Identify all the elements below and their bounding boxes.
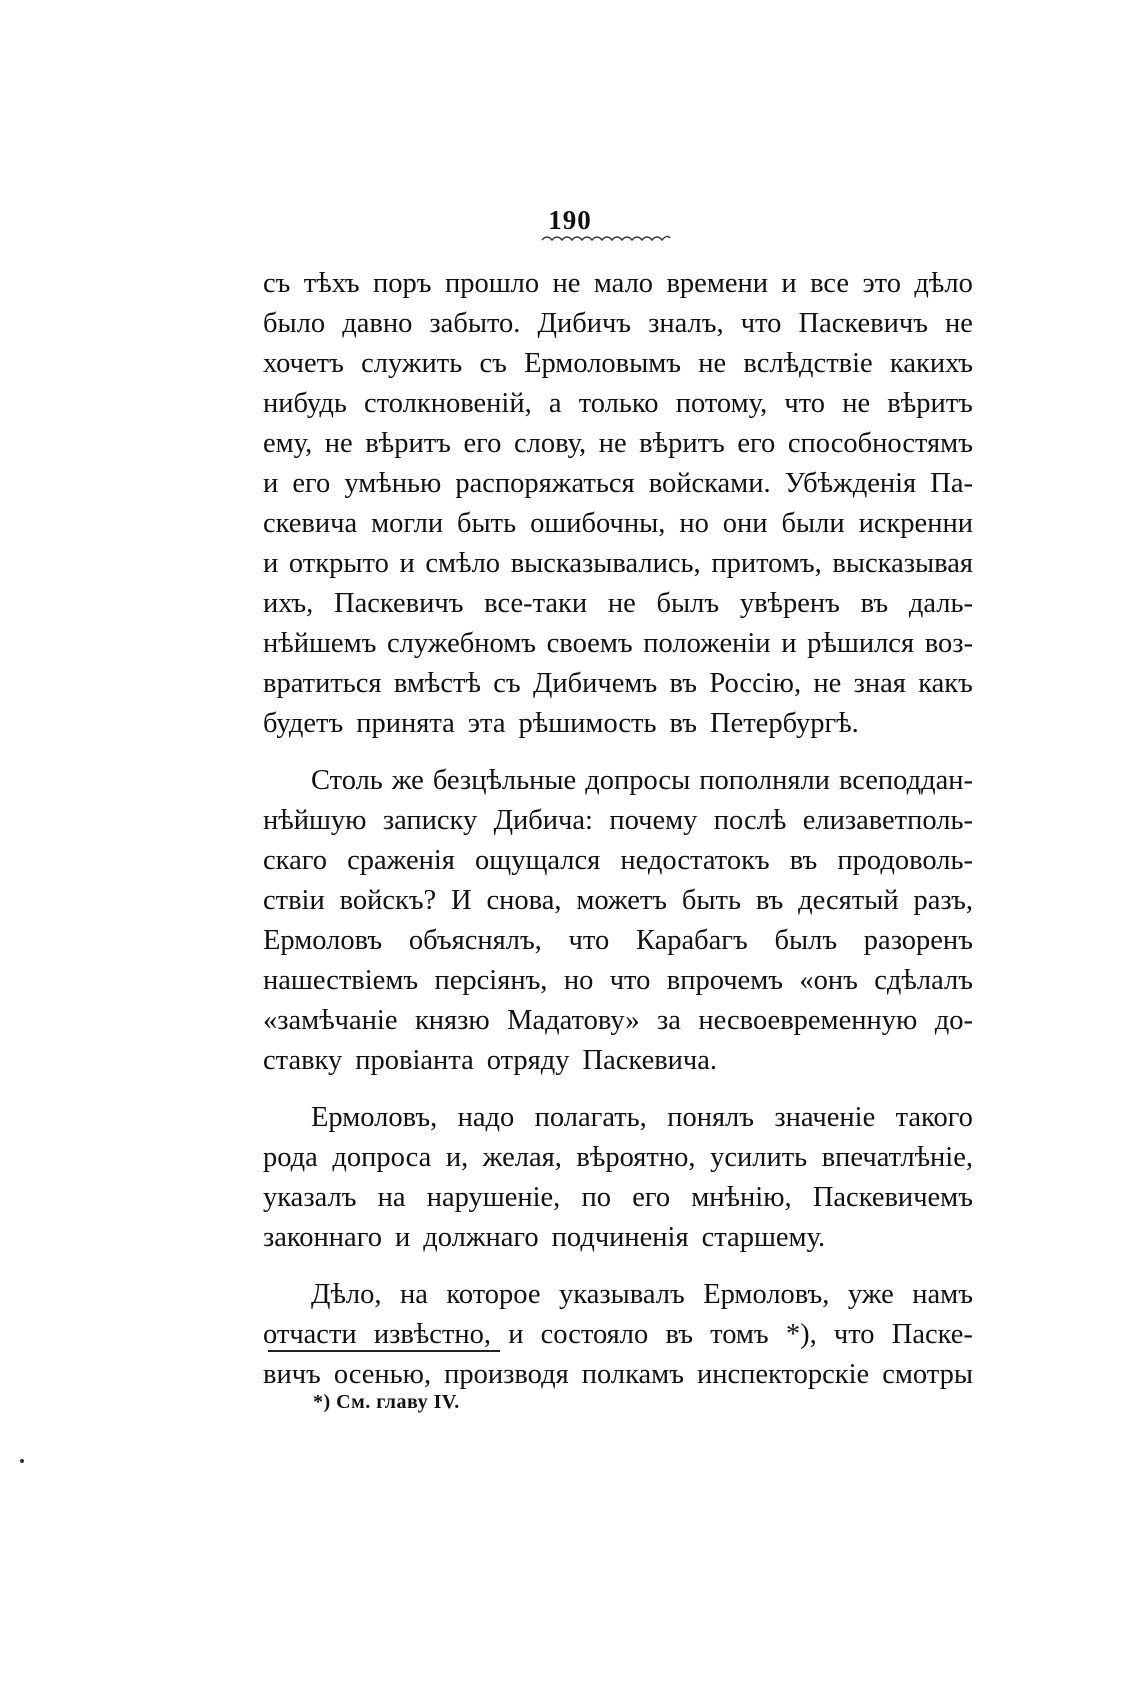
word: вѣритъ [887,388,973,419]
word: такого [895,1102,973,1133]
word: и [508,1319,524,1350]
word: на [400,1279,428,1310]
word: Па- [930,468,973,499]
word: вичъ [263,1359,321,1390]
word: указалъ [263,1182,357,1213]
word: Дибичъ [537,308,632,339]
word: старшему. [701,1222,826,1253]
word: ощущался [475,845,601,876]
word: смѣло [425,548,501,579]
word: все [810,268,850,299]
word: прошло [444,268,540,299]
word: и [394,1222,411,1253]
word: что [609,965,651,996]
word: воз- [924,628,973,659]
word: вѣроятно, [576,1142,696,1173]
word: допросы [585,765,691,796]
word: десятый [798,885,899,916]
text-line [263,1178,973,1218]
word: уже [847,1279,894,1310]
word: открыто [288,548,389,579]
word: въ [669,708,697,739]
word: быть [681,885,741,916]
paragraph-gap [263,1258,973,1275]
text-line [263,624,973,664]
word: Ермоловымъ [524,348,682,379]
text-line [263,584,973,624]
text-line [263,384,973,424]
text-line [263,881,973,921]
word: потому, [675,388,768,419]
text-line [263,1138,973,1178]
word: въ [789,845,818,876]
word: надо [457,1102,515,1133]
word: съ [479,348,507,379]
word: а [548,388,562,419]
word: что [833,1319,875,1350]
word: служить [361,348,463,379]
body-text [263,264,973,1395]
word: и [263,468,279,499]
text-line [263,544,973,584]
word: нѣйшемъ [263,628,377,659]
text-line [263,841,973,881]
page-number: 190 [548,205,592,235]
text-line [263,1041,973,1081]
word: столкновеній, [364,388,532,419]
word: Дибичемъ [532,668,658,699]
word: какихъ [889,348,973,379]
word: до- [934,1005,973,1036]
word: быть [457,508,517,539]
word: положеніи [643,628,771,659]
word: не [324,428,353,459]
text-line [263,761,973,801]
text-line [263,1098,973,1138]
word: полкамъ [581,1359,684,1390]
word: подчиненія [551,1222,689,1253]
word: зная [853,668,906,699]
word: впрочемъ [666,965,783,996]
word: разъ, [913,885,973,916]
word: сраженія [347,845,455,876]
text-line [263,344,973,384]
word: что [784,388,826,419]
word: забыто. [429,308,521,339]
word: высказывались, [510,548,701,579]
word: вратиться [263,668,382,699]
word: поръ [373,268,432,299]
word: почему [609,805,698,836]
text-line [263,704,973,744]
text-line [263,664,973,704]
word: съ [263,268,291,299]
word: служебномъ [387,628,536,659]
text-line [263,801,973,841]
word: не [607,588,636,619]
word: ошибочны, [530,508,666,539]
word: былъ [774,925,838,956]
word: рода [263,1142,318,1173]
word: Убѣжденія [784,468,917,499]
word: записку [382,805,478,836]
word: вслѣдствіе [743,348,873,379]
word: не [842,388,871,419]
word: производя [444,1359,569,1390]
word: инспекторскіе [697,1359,870,1390]
word: это [862,268,901,299]
word: Ермоловъ, [703,1279,830,1310]
word: нибудь [263,388,347,419]
word: и, [445,1142,469,1173]
word: послѣ [713,805,787,836]
word: дѣло [914,268,973,299]
word: недостатокъ [620,845,770,876]
word: мнѣнію, [691,1182,792,1213]
word: былъ [656,588,720,619]
word: Паскевичъ [334,588,464,619]
word: какъ [918,668,973,699]
word: высказывая [832,548,973,579]
word: сдѣлалъ [874,965,973,996]
word: допроса [332,1142,432,1173]
word: И [451,885,472,916]
word: войскъ? [339,885,437,916]
word: не [598,428,627,459]
word: пополняли [699,765,830,796]
word: не [698,348,727,379]
word: эта [467,708,506,739]
word: должнаго [423,1222,539,1253]
word: но [563,965,594,996]
paragraph [263,264,973,744]
word: слову, [513,428,587,459]
text-line [263,504,973,544]
text-line [263,264,973,304]
word: времени [666,268,769,299]
word: его [292,468,331,499]
text-line [263,1315,973,1355]
word: продоволь- [837,845,973,876]
word: и [781,628,797,659]
word: нарушеніе, [426,1182,561,1213]
word: притомъ, [711,548,822,579]
word: полагать, [534,1102,647,1133]
paragraph [263,1275,973,1395]
word: значеніе [774,1102,876,1133]
word: несвоевременную [698,1005,918,1036]
word: Ермоловъ [263,925,383,956]
word: хочетъ [263,348,344,379]
word: намъ [912,1279,973,1310]
word: указывалъ [559,1279,685,1310]
text-line [263,1001,973,1041]
word: отряду [486,1045,570,1076]
word: провіанта [355,1045,474,1076]
word: разоренъ [863,925,973,956]
paragraph [263,761,973,1081]
word: въ [860,588,889,619]
word: за [657,1005,681,1036]
word: умѣнью [344,468,442,499]
word: вѣритъ [639,428,725,459]
word: елизаветполь- [802,805,973,836]
word: тѣхъ [303,268,360,299]
page-number-ornament [540,232,672,244]
word: Дѣло, [311,1279,382,1310]
word: Карабагъ [635,925,748,956]
word: но [679,508,709,539]
word: всеподдан- [838,765,973,796]
word: въ [755,885,784,916]
word: снова, [486,885,562,916]
word: въ [665,1319,693,1350]
word: усилить [710,1142,808,1173]
word: которое [446,1279,541,1310]
text-line [263,424,973,464]
word: увѣренъ [739,588,840,619]
word: по [581,1182,611,1213]
word: его [737,428,776,459]
word: Столь [311,765,383,796]
word: будетъ [263,708,344,739]
word: ставку [263,1045,343,1076]
text-line [263,1275,973,1315]
word: не [813,668,842,699]
paragraph [263,1098,973,1258]
word: рѣшился [807,628,915,659]
word: Мадатову» [507,1005,640,1036]
word: что [740,308,782,339]
word: и [781,268,797,299]
word: рѣшимость [518,708,657,739]
word: *), [785,1319,817,1350]
word: съ [493,668,521,699]
word: же [391,765,424,796]
text-line [263,1355,973,1395]
word: впечатлѣніе, [821,1142,973,1173]
word: принята [356,708,455,739]
word: безцѣльные [432,765,577,796]
word: его [632,1182,671,1213]
word: вѣритъ [365,428,451,459]
word: войсками. [648,468,771,499]
word: были [781,508,845,539]
paragraph-gap [263,744,973,761]
word: нѣйшую [263,805,367,836]
word: искренни [858,508,973,539]
paragraph-gap [263,1081,973,1098]
word: скевича [263,508,358,539]
word: и [263,548,279,579]
word: было [263,308,326,339]
word: «онъ [799,965,858,996]
word: понялъ [667,1102,755,1133]
word: на [377,1182,406,1213]
word: вмѣстѣ [393,668,481,699]
word: все-таки [484,588,588,619]
word: персіянъ, [434,965,548,996]
word: извѣстно, [373,1319,492,1350]
word: желая, [482,1142,562,1173]
text-line [263,1218,973,1258]
word: состояло [540,1319,649,1350]
word: Россію, [709,668,802,699]
word: князю [414,1005,490,1036]
text-line [263,304,973,344]
word: ему, [263,428,313,459]
word: отчасти [263,1319,357,1350]
word: смотры [882,1359,973,1390]
text-line [263,961,973,1001]
word: могли [371,508,444,539]
word: Паске- [891,1319,973,1350]
word: нашествіемъ [263,965,419,996]
word: ихъ, [263,588,314,619]
word: Ермоловъ, [311,1102,438,1133]
word: что [568,925,610,956]
word: своемъ [546,628,633,659]
word: и [399,548,415,579]
word: Паскевича. [582,1045,718,1076]
word: даль- [908,588,973,619]
word: мало [593,268,654,299]
footnote: *) См. главу IV. [313,1391,460,1413]
word: скаго [263,845,327,876]
word: они [722,508,768,539]
word: способностямъ [787,428,973,459]
text-line [263,464,973,504]
word: Петербургѣ. [710,708,859,739]
word: зналъ, [648,308,724,339]
word: осенью, [333,1359,432,1390]
word: Паскевичъ [798,308,928,339]
word: давно [342,308,413,339]
word: можетъ [576,885,668,916]
word: распоряжаться [455,468,635,499]
print-speck [20,1459,24,1463]
word: не [945,308,973,339]
footnote-divider [268,1350,500,1352]
word: Паскевичемъ [812,1182,973,1213]
text-line [263,921,973,961]
word: законнаго [263,1222,382,1253]
word: томъ [710,1319,769,1350]
word: ствіи [263,885,325,916]
word: «замѣчаніе [263,1005,398,1036]
word: не [552,268,581,299]
word: его [463,428,502,459]
word: въ [669,668,697,699]
word: Дибича: [493,805,593,836]
word: только [578,388,659,419]
word: объяснялъ, [408,925,542,956]
